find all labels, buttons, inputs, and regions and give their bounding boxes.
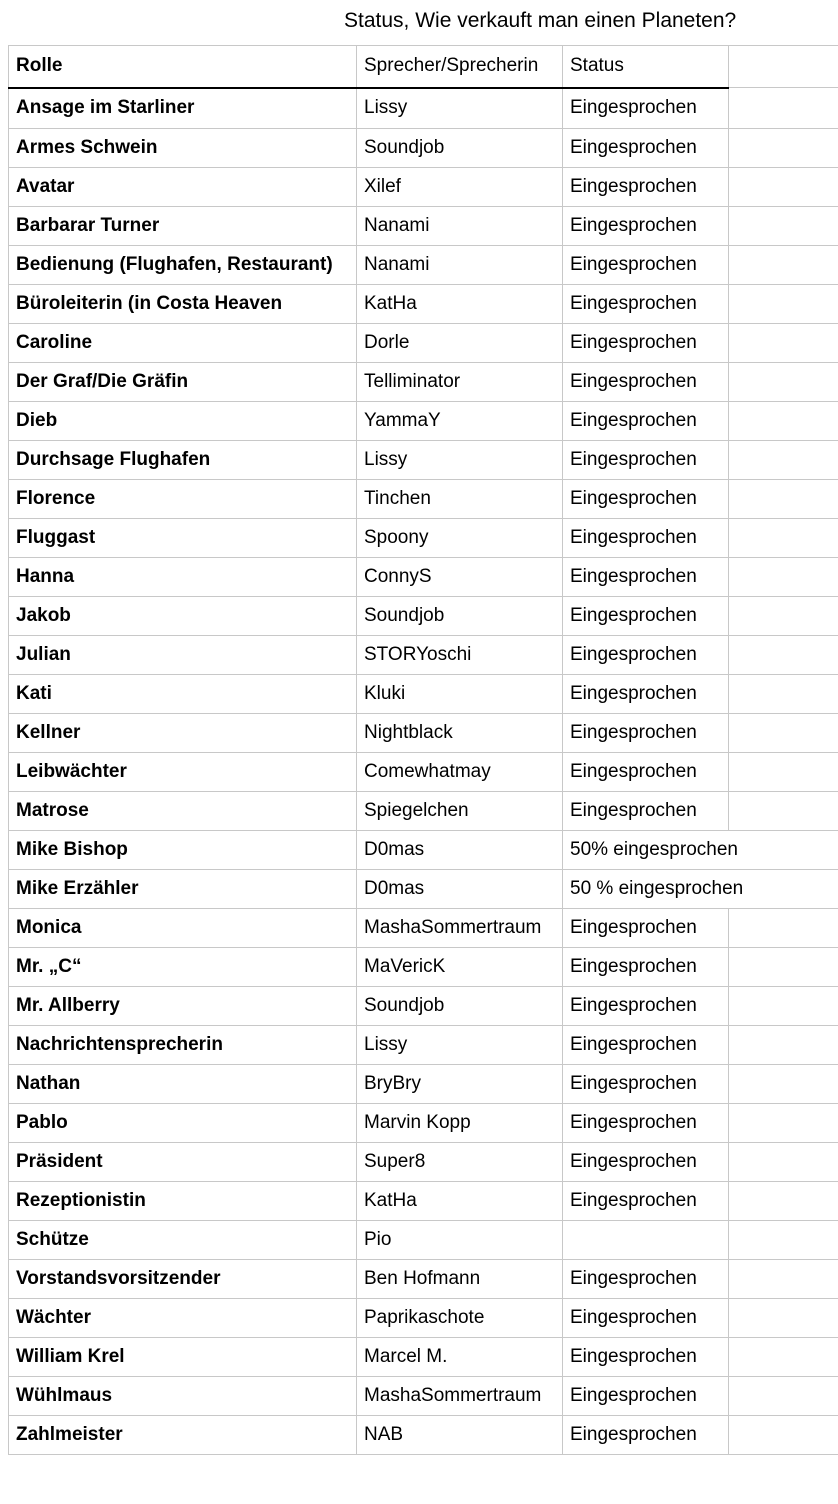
cell-rolle[interactable]: Mike Bishop [9, 831, 357, 870]
cell-rolle[interactable]: Julian [9, 636, 357, 675]
cell-sprecher[interactable]: Spiegelchen [357, 792, 563, 831]
cell-empty[interactable] [729, 1026, 838, 1065]
cell-empty[interactable] [729, 597, 838, 636]
table-row [9, 558, 838, 597]
cell-sprecher[interactable]: Nightblack [357, 714, 563, 753]
table-row [9, 168, 838, 207]
cell-sprecher[interactable]: Dorle [357, 324, 563, 363]
cell-sprecher[interactable]: Soundjob [357, 129, 563, 168]
cell-sprecher[interactable]: Pio [357, 1221, 563, 1260]
table-row [9, 1416, 838, 1455]
cell-sprecher[interactable]: MaVericK [357, 948, 563, 987]
cell-rolle[interactable]: Kellner [9, 714, 357, 753]
cell-status[interactable]: Eingesprochen [563, 948, 729, 987]
cell-sprecher[interactable]: MashaSommertraum [357, 1377, 563, 1416]
cell-sprecher[interactable]: Soundjob [357, 597, 563, 636]
cell-status[interactable]: Eingesprochen [563, 1377, 729, 1416]
table-row [9, 129, 838, 168]
cell-status[interactable]: Eingesprochen [563, 714, 729, 753]
cell-empty[interactable] [729, 753, 838, 792]
cell-status[interactable]: Eingesprochen [563, 1065, 729, 1104]
cell-sprecher[interactable]: Comewhatmay [357, 753, 563, 792]
cell-sprecher[interactable]: Super8 [357, 1143, 563, 1182]
cell-empty[interactable] [729, 1416, 838, 1455]
cell-empty[interactable] [729, 909, 838, 948]
cell-rolle[interactable]: Jakob [9, 597, 357, 636]
header-row [9, 46, 838, 88]
cell-rolle[interactable]: Mr. „C“ [9, 948, 357, 987]
cell-sprecher[interactable]: Soundjob [357, 987, 563, 1026]
cell-status[interactable]: Eingesprochen [563, 1260, 729, 1299]
table-row [9, 207, 838, 246]
cell-rolle[interactable]: Caroline [9, 324, 357, 363]
cell-sprecher[interactable]: BryBry [357, 1065, 563, 1104]
cell-empty[interactable] [729, 792, 838, 831]
header-rolle[interactable]: Rolle [9, 46, 357, 88]
cell-sprecher[interactable]: Marvin Kopp [357, 1104, 563, 1143]
table-row [9, 753, 838, 792]
cell-status[interactable]: Eingesprochen [563, 402, 729, 441]
cell-sprecher[interactable]: Telliminator [357, 363, 563, 402]
table-row [9, 246, 838, 285]
table-row [9, 1182, 838, 1221]
cell-empty[interactable] [729, 675, 838, 714]
cell-rolle[interactable]: Präsident [9, 1143, 357, 1182]
cell-empty[interactable] [729, 88, 838, 129]
table-row [9, 1377, 838, 1416]
cell-rolle[interactable]: Vorstandsvorsitzender [9, 1260, 357, 1299]
cell-rolle[interactable]: Wühlmaus [9, 1377, 357, 1416]
cell-empty[interactable] [729, 1143, 838, 1182]
cell-status[interactable]: Eingesprochen [563, 324, 729, 363]
cell-rolle[interactable]: Barbarar Turner [9, 207, 357, 246]
cell-status[interactable]: Eingesprochen [563, 519, 729, 558]
cell-sprecher[interactable]: MashaSommertraum [357, 909, 563, 948]
cell-rolle[interactable]: Fluggast [9, 519, 357, 558]
table-body [9, 88, 838, 1455]
table-row [9, 909, 838, 948]
cell-sprecher[interactable]: NAB [357, 1416, 563, 1455]
cell-rolle[interactable]: Mike Erzähler [9, 870, 357, 909]
table-row [9, 363, 838, 402]
table-row [9, 88, 838, 129]
cell-status[interactable]: Eingesprochen [563, 363, 729, 402]
cell-rolle[interactable]: William Krel [9, 1338, 357, 1377]
cell-rolle[interactable]: Hanna [9, 558, 357, 597]
cell-rolle[interactable]: Nathan [9, 1065, 357, 1104]
cell-status[interactable]: Eingesprochen [563, 1026, 729, 1065]
cell-empty[interactable] [729, 129, 838, 168]
cell-status[interactable]: Eingesprochen [563, 88, 729, 129]
cell-status[interactable]: Eingesprochen [563, 168, 729, 207]
cell-status[interactable]: Eingesprochen [563, 558, 729, 597]
table-row [9, 675, 838, 714]
cell-sprecher[interactable]: Spoony [357, 519, 563, 558]
cell-status[interactable]: 50% eingesprochen [563, 831, 838, 870]
cell-status[interactable]: Eingesprochen [563, 480, 729, 519]
cell-empty[interactable] [729, 1338, 838, 1377]
cell-status[interactable]: Eingesprochen [563, 987, 729, 1026]
cell-status[interactable] [563, 1221, 729, 1260]
cell-rolle[interactable]: Avatar [9, 168, 357, 207]
page-title: Status, Wie verkauft man einen Planeten? [344, 9, 737, 32]
table-row [9, 1143, 838, 1182]
cell-empty[interactable] [729, 168, 838, 207]
table-row [9, 714, 838, 753]
cell-status[interactable]: Eingesprochen [563, 675, 729, 714]
cell-empty[interactable] [729, 1299, 838, 1338]
cell-empty[interactable] [729, 1065, 838, 1104]
cell-status[interactable]: Eingesprochen [563, 597, 729, 636]
cell-empty[interactable] [729, 246, 838, 285]
cell-empty[interactable] [729, 558, 838, 597]
cell-rolle[interactable]: Schütze [9, 1221, 357, 1260]
table-row [9, 1299, 838, 1338]
table-row [9, 948, 838, 987]
cell-empty[interactable] [729, 1104, 838, 1143]
cell-status[interactable]: Eingesprochen [563, 207, 729, 246]
cell-status[interactable]: Eingesprochen [563, 129, 729, 168]
table-row [9, 480, 838, 519]
header-empty[interactable] [729, 46, 838, 88]
cell-rolle[interactable]: Ansage im Starliner [9, 88, 357, 129]
cell-sprecher[interactable]: Paprikaschote [357, 1299, 563, 1338]
cell-rolle[interactable]: Rezeptionistin [9, 1182, 357, 1221]
cell-rolle[interactable]: Bedienung (Flughafen, Restaurant) [9, 246, 357, 285]
table-row [9, 1065, 838, 1104]
cell-sprecher[interactable]: Nanami [357, 207, 563, 246]
header-status[interactable]: Status [563, 46, 729, 88]
cell-status[interactable]: Eingesprochen [563, 792, 729, 831]
cell-empty[interactable] [729, 714, 838, 753]
table-row [9, 1026, 838, 1065]
table-row [9, 597, 838, 636]
cell-empty[interactable] [729, 948, 838, 987]
cell-sprecher[interactable]: ConnyS [357, 558, 563, 597]
cell-empty[interactable] [729, 441, 838, 480]
cell-sprecher[interactable]: Lissy [357, 441, 563, 480]
cell-sprecher[interactable]: KatHa [357, 285, 563, 324]
cell-rolle[interactable]: Büroleiterin (in Costa Heaven [9, 285, 357, 324]
cell-rolle[interactable]: Matrose [9, 792, 357, 831]
status-table [8, 45, 838, 1455]
cell-status[interactable]: Eingesprochen [563, 246, 729, 285]
table-row [9, 831, 838, 870]
cell-empty[interactable] [729, 285, 838, 324]
cell-status[interactable]: Eingesprochen [563, 1416, 729, 1455]
cell-empty[interactable] [729, 987, 838, 1026]
table-row [9, 1338, 838, 1377]
cell-rolle[interactable]: Kati [9, 675, 357, 714]
cell-rolle[interactable]: Wächter [9, 1299, 357, 1338]
cell-empty[interactable] [729, 1221, 838, 1260]
cell-rolle[interactable]: Zahlmeister [9, 1416, 357, 1455]
table-row [9, 987, 838, 1026]
table-row [9, 285, 838, 324]
cell-sprecher[interactable]: Kluki [357, 675, 563, 714]
cell-status[interactable]: Eingesprochen [563, 1143, 729, 1182]
table-row [9, 402, 838, 441]
cell-status[interactable]: Eingesprochen [563, 909, 729, 948]
cell-sprecher[interactable]: Lissy [357, 1026, 563, 1065]
cell-rolle[interactable]: Der Graf/Die Gräfin [9, 363, 357, 402]
cell-empty[interactable] [729, 1377, 838, 1416]
table-row [9, 792, 838, 831]
table-row [9, 324, 838, 363]
table-row [9, 636, 838, 675]
cell-status[interactable]: Eingesprochen [563, 285, 729, 324]
cell-sprecher[interactable]: Tinchen [357, 480, 563, 519]
cell-rolle[interactable]: Armes Schwein [9, 129, 357, 168]
table-row [9, 1104, 838, 1143]
table-row [9, 1221, 838, 1260]
cell-status[interactable]: Eingesprochen [563, 636, 729, 675]
cell-empty[interactable] [729, 402, 838, 441]
cell-status[interactable]: Eingesprochen [563, 441, 729, 480]
cell-sprecher[interactable]: D0mas [357, 831, 563, 870]
cell-empty[interactable] [729, 519, 838, 558]
cell-status[interactable]: Eingesprochen [563, 1299, 729, 1338]
cell-sprecher[interactable]: STORYoschi [357, 636, 563, 675]
cell-sprecher[interactable]: YammaY [357, 402, 563, 441]
cell-sprecher[interactable]: D0mas [357, 870, 563, 909]
table-row [9, 519, 838, 558]
cell-sprecher[interactable]: Xilef [357, 168, 563, 207]
table-row [9, 1260, 838, 1299]
cell-rolle[interactable]: Nachrichtensprecherin [9, 1026, 357, 1065]
cell-sprecher[interactable]: Nanami [357, 246, 563, 285]
cell-status[interactable]: Eingesprochen [563, 1338, 729, 1377]
table-row [9, 441, 838, 480]
cell-rolle[interactable]: Florence [9, 480, 357, 519]
cell-status[interactable]: 50 % eingesprochen [563, 870, 838, 909]
cell-rolle[interactable]: Dieb [9, 402, 357, 441]
cell-empty[interactable] [729, 324, 838, 363]
header-sprecher[interactable]: Sprecher/Sprecherin [357, 46, 563, 88]
cell-empty[interactable] [729, 1182, 838, 1221]
cell-status[interactable]: Eingesprochen [563, 1104, 729, 1143]
cell-rolle[interactable]: Monica [9, 909, 357, 948]
cell-sprecher[interactable]: KatHa [357, 1182, 563, 1221]
cell-sprecher[interactable]: Lissy [357, 88, 563, 129]
cell-empty[interactable] [729, 636, 838, 675]
cell-status[interactable]: Eingesprochen [563, 1182, 729, 1221]
cell-empty[interactable] [729, 207, 838, 246]
cell-empty[interactable] [729, 480, 838, 519]
cell-rolle[interactable]: Leibwächter [9, 753, 357, 792]
cell-empty[interactable] [729, 1260, 838, 1299]
cell-sprecher[interactable]: Ben Hofmann [357, 1260, 563, 1299]
cell-rolle[interactable]: Mr. Allberry [9, 987, 357, 1026]
cell-rolle[interactable]: Pablo [9, 1104, 357, 1143]
cell-status[interactable]: Eingesprochen [563, 753, 729, 792]
table-row [9, 870, 838, 909]
cell-sprecher[interactable]: Marcel M. [357, 1338, 563, 1377]
cell-rolle[interactable]: Durchsage Flughafen [9, 441, 357, 480]
cell-empty[interactable] [729, 363, 838, 402]
